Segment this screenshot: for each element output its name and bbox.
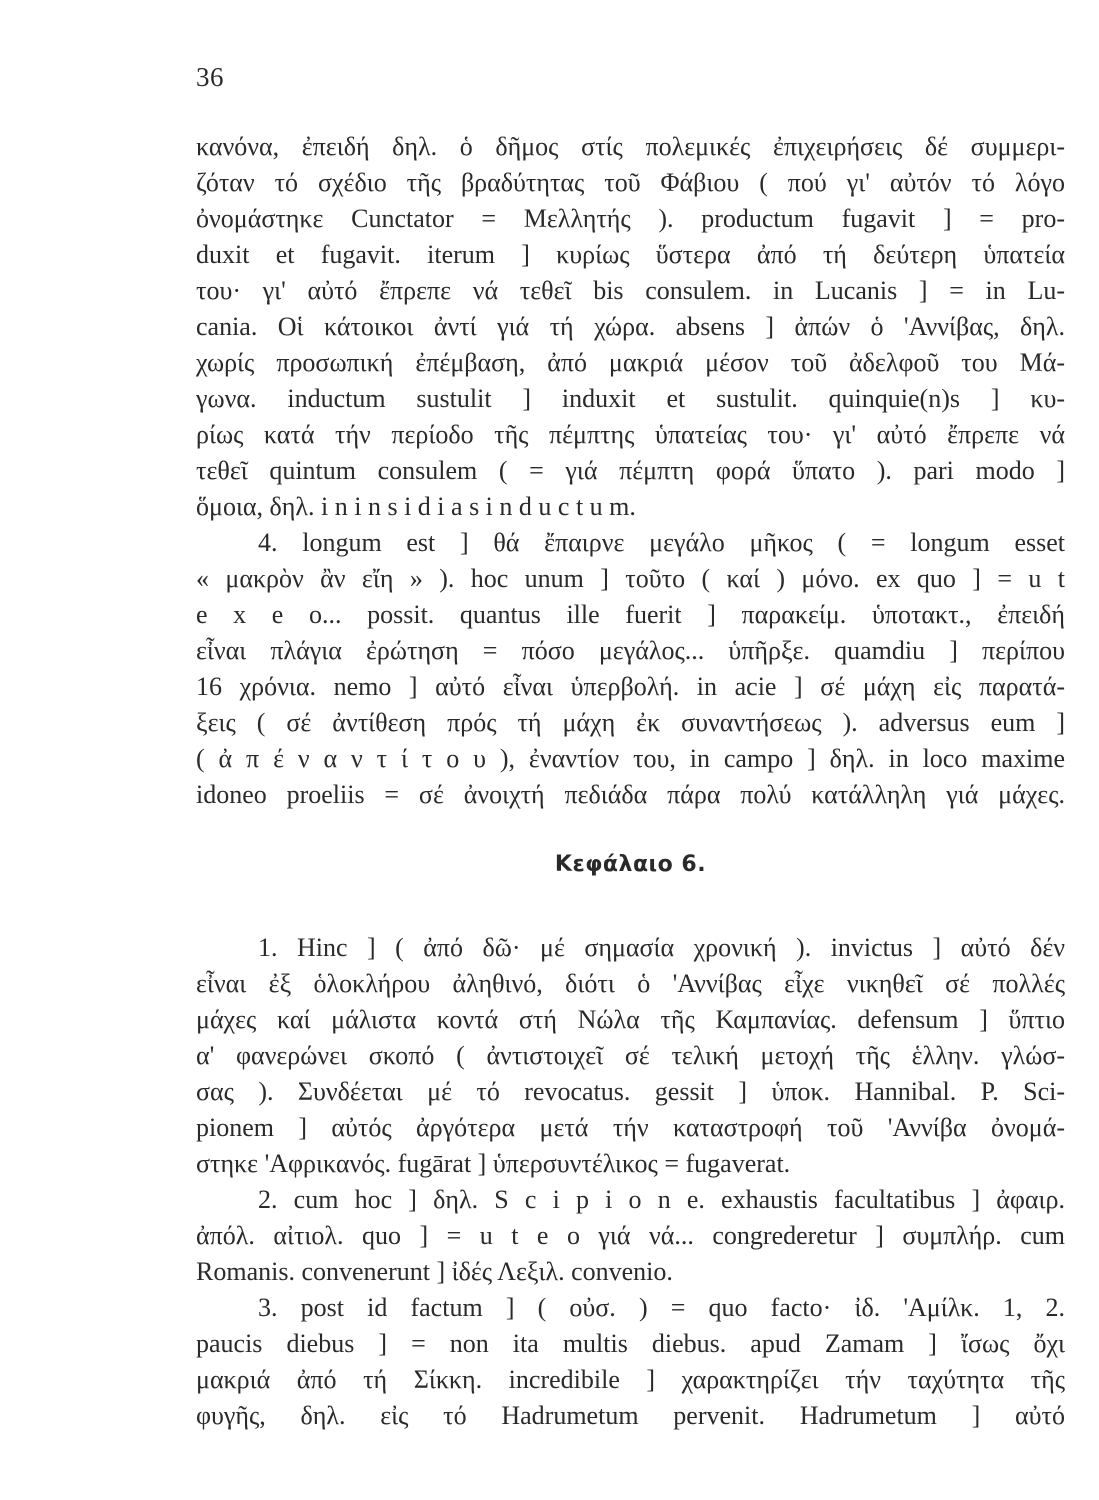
paragraph-block-chapter-6 [196, 930, 1065, 1434]
text-line: ἀπόλ. αἰτιολ. quo ] = u t e o γιά νά... congrederetur ] συμπλήρ. cum [196, 1221, 1065, 1250]
text-line: e x e o... possit. quantus ille fuerit ] παρακείμ. ὑποτακτ., ἐπειδή [196, 600, 1065, 629]
text-line: 16 χρόνια. nemo ] αὐτό εἶναι ὑπερβολή. in acie ] σέ μάχη εἰς παρατά- [196, 672, 1065, 701]
text-line: σας ). Συνδέεται μέ τό revocatus. gessit ] ὑποκ. Hannibal. P. Sci- [196, 1077, 1065, 1106]
text-line: « μακρὸν ἂν εἴη » ). hoc unum ] τοῦτο ( καί ) μόνο. ex quo ] = u t [196, 564, 1065, 593]
text-line: 2. cum hoc ] δηλ. S c i p i o n e. exhaustis facultatibus ] ἀφαιρ. [258, 1185, 1065, 1214]
text-line: ξεις ( σέ ἀντίθεση πρός τή μάχη ἐκ συναντήσεως ). adversus eum ] [196, 708, 1065, 737]
text-line: γωνα. inductum sustulit ] induxit et sustulit. quinquie(n)s ] κυ- [196, 384, 1065, 413]
text-line: 1. Hinc ] ( ἀπό δῶ· μέ σημασία χρονική ). invictus ] αὐτό δέν [258, 933, 1065, 962]
text-line: pionem ] αὐτός ἀργότερα μετά τήν καταστροφή τοῦ 'Αννίβα ὀνομά- [196, 1113, 1065, 1142]
text-line: τεθεῖ quintum consulem ( = γιά πέμπτη φορά ὕπατο ). pari modo ] [196, 456, 1065, 485]
text-line: ρίως κατά τήν περίοδο τῆς πέμπτης ὑπατείας του· γι' αὐτό ἔπρεπε νά [196, 420, 1065, 449]
text-line: μακριά ἀπό τή Σίκκη. incredibile ] χαρακτηρίζει τήν ταχύτητα τῆς [196, 1365, 1065, 1394]
text-line: εἶναι πλάγια ἐρώτηση = πόσο μεγάλος... ὑπῆρξε. quamdiu ] περίπου [196, 636, 1065, 665]
text-line: cania. Οἱ κάτοικοι ἀντί γιά τή χώρα. absens ] ἀπών ὁ 'Αννίβας, δηλ. [196, 312, 1065, 341]
page-number: 36 [196, 62, 224, 92]
text-line: 3. post id factum ] ( οὐσ. ) = quo facto· ἰδ. 'Αμίλκ. 1, 2. [258, 1293, 1065, 1322]
text-line: Romanis. convenerunt ] ἰδές Λεξιλ. convenio. [196, 1257, 673, 1286]
text-line: μάχες καί μάλιστα κοντά στή Νώλα τῆς Καμπανίας. defensum ] ὕπτιο [196, 1005, 1065, 1034]
paragraph-block-chapter-5 [196, 129, 1065, 813]
text-line: φυγῆς, δηλ. εἰς τό Hadrumetum pervenit. Hadrumetum ] αὐτό [196, 1401, 1065, 1430]
text-line: idoneo proeliis = σέ ἀνοιχτή πεδιάδα πάρα πολύ κατάλληλη γιά μάχες. [196, 780, 1065, 809]
chapter-heading: Κεφάλαιο 6. [554, 852, 707, 877]
text-line: κανόνα, ἐπειδή δηλ. ὁ δῆμος στίς πολεμικές ἐπιχειρήσεις δέ συμμερι- [196, 132, 1065, 161]
text-line: του· γι' αὐτό ἔπρεπε νά τεθεῖ bis consulem. in Lucanis ] = in Lu- [196, 276, 1065, 305]
text-line: α' φανερώνει σκοπό ( ἀντιστοιχεῖ σέ τελική μετοχή τῆς ἑλλην. γλώσ- [196, 1041, 1065, 1070]
text-line: χωρίς προσωπική ἐπέμβαση, ἀπό μακριά μέσον τοῦ ἀδελφοῦ του Μά- [196, 348, 1065, 377]
text-line: εἶναι ἐξ ὁλοκλήρου ἀληθινό, διότι ὁ 'Αννίβας εἶχε νικηθεῖ σέ πολλές [196, 969, 1065, 998]
text-line: duxit et fugavit. iterum ] κυρίως ὕστερα ἀπό τή δεύτερη ὑπατεία [196, 240, 1065, 269]
text-line: ζόταν τό σχέδιο τῆς βραδύτητας τοῦ Φάβιου ( πού γι' αὐτόν τό λόγο [196, 168, 1065, 197]
text-line: ὀνομάστηκε Cunctator = Μελλητής ). productum fugavit ] = pro- [196, 204, 1065, 233]
text-line: ( ἀ π έ ν α ν τ ί τ ο υ ), ἐναντίον του, in campo ] δηλ. in loco maxime [196, 744, 1065, 773]
text-line: στηκε 'Αφρικανός. fugārat ] ὑπερσυντέλικος = fugaverat. [196, 1149, 791, 1178]
text-line: 4. longum est ] θά ἔπαιρνε μεγάλο μῆκος ( = longum esset [258, 528, 1065, 557]
text-line: paucis diebus ] = non ita multis diebus. apud Zamam ] ἴσως ὄχι [196, 1329, 1065, 1358]
text-line: ὅμοια, δηλ. i n i n s i d i a s i n d u c t u m. [196, 492, 636, 521]
